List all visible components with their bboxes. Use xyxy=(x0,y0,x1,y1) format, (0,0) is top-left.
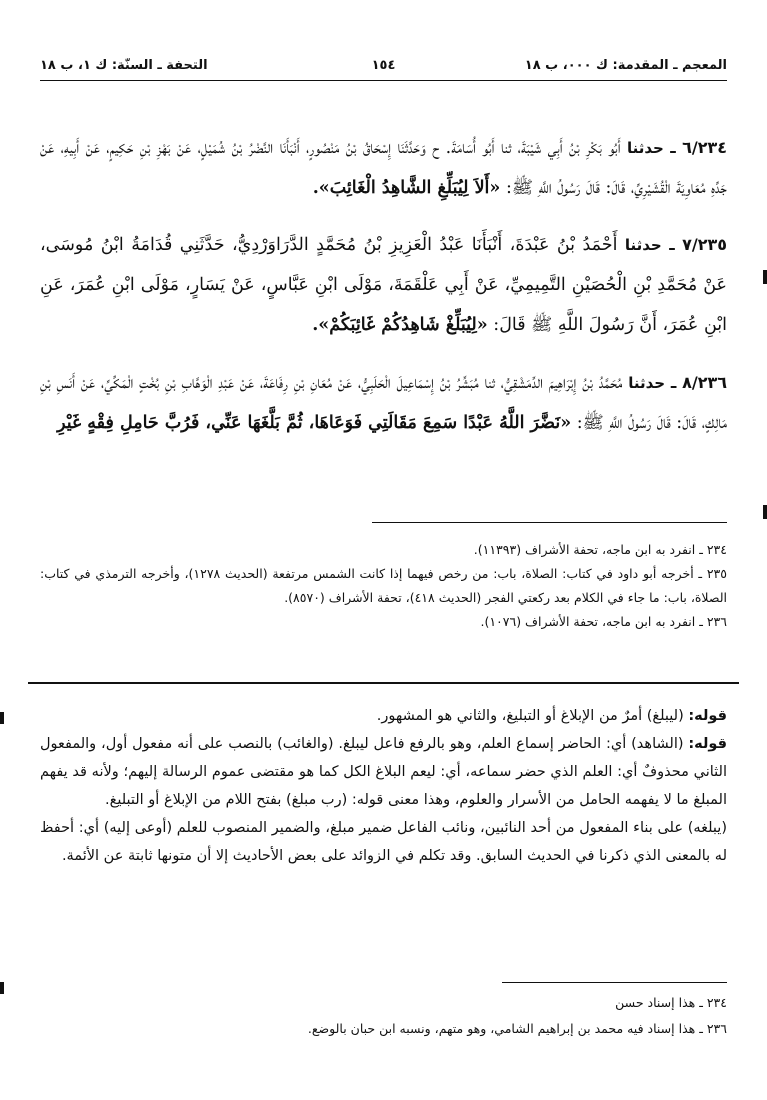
footnote-line: ٢٣٤ ـ هذا إسناد حسن xyxy=(615,995,727,1010)
scan-margin-mark xyxy=(763,505,767,519)
header-right: المعجم ـ المقدمة: ك ٠٠٠، ب ١٨ xyxy=(524,58,727,73)
hadith-number: ٨/٢٣٦ ـ xyxy=(670,372,727,392)
commentary-text: (الشاهد) أي: الحاضر إسماع العلم، وهو بالرفع فاعل ليبلغ. (والغائب) بالنصب على أنه مفعول أول، والمفعول الثاني محذوفٌ أي: العلم الذي حضر سماعه، أي: ليعم البلاغ الكل كما هو مقتضى عموم الرسالة إليهم؛ ولأنه قد يفهم المبلغ ما لا يفهمه الحامل من الأسرار والعلوم، وهذا معنى قوله: (رب مبلغ) بفتح اللام من الإبلاغ أو التبليغ. xyxy=(40,736,727,808)
hadith-matn: «نَضَّرَ اللَّهُ عَبْدًا سَمِعَ مَقَالَتِي فَوَعَاهَا، ثُمَّ بَلَّغَهَا عَنِّي، فَرُبَّ حَامِلِ فِقْهٍ غَيْرِ xyxy=(57,412,572,433)
commentary-lead: قوله: xyxy=(688,708,727,724)
hadith-235 xyxy=(40,225,727,345)
commentary-paragraph xyxy=(40,702,727,730)
running-header xyxy=(40,58,727,81)
commentary-text: (يبلغه) على بناء المفعول من أحد النائبين، ونائب الفاعل ضمير مبلغ، والضمير المنصوب للعلم (أوعى إليه) أي: أحفظ له بالمعنى الذي ذكرنا في الحديث السابق. وقد تكلم في الزوائد على بعض الأحاديث إلا أن متونها ثابتة عن الأئمة. xyxy=(40,820,727,864)
hadith-text xyxy=(40,110,727,447)
scan-margin-mark xyxy=(0,712,4,724)
hadith-isnad: أَحْمَدُ بْنُ عَبْدَةَ، أَنْبَأَنَا عَبْدُ الْعَزِيزِ بْنُ مُحَمَّدٍ الدَّرَاوَرْدِيُّ، حَدَّثَنِي قُدَامَةُ ابْنُ مُوسَى، عَنْ مُحَمَّدِ بْنِ الْحُصَيْنِ التَّمِيمِيِّ، عَنْ أَبِي عَلْقَمَةَ، مَوْلَى ابْنِ عَبَّاسٍ، عَنْ يَسَارٍ، مَوْلَى ابْنِ عُمَرَ، عَنِ ابْنِ عُمَرَ، أَنَّ رَسُولَ اللَّهِ ﷺ قَالَ: xyxy=(40,235,727,335)
footnote-divider xyxy=(372,522,727,523)
footnote-line: ٢٣٤ ـ انفرد به ابن ماجه، تحفة الأشراف (١١٣٩٣). xyxy=(473,542,727,557)
section-divider xyxy=(28,682,739,684)
hadith-isnad: أَبُو بَكْرِ بْنُ أَبِي شَيْبَةَ، ثنا أَبُو أُسَامَةَ. ح وَحَدَّثَنَا إِسْحَاقُ بْنُ مَنْصُورٍ، أَنْبَأَنَا النَّضْرُ بْنُ شُمَيْلٍ، عَنْ بَهْزِ بْنِ حَكِيمٍ، عَنْ أَبِيهِ، عَنْ جَدِّهِ مُعَاوِيَةَ الْقُشَيْرِيِّ، قَالَ: قَالَ رَسُولُ اللَّهِ ﷺ: xyxy=(40,137,727,198)
hadith-number: ٧/٢٣٥ ـ xyxy=(669,235,727,254)
commentary-text: (ليبلغ) أمرٌ من الإبلاغ أو التبليغ، والثاني هو المشهور. xyxy=(376,708,689,724)
scan-margin-mark xyxy=(763,270,767,284)
zawaid-footnotes xyxy=(40,990,727,1042)
hadith-number: ٦/٢٣٤ ـ xyxy=(670,137,727,157)
haddathana-word: حدثنا xyxy=(624,236,662,254)
commentary-paragraph xyxy=(40,730,727,814)
footnote-line: ٢٣٦ ـ انفرد به ابن ماجه، تحفة الأشراف (١٠٧٦). xyxy=(480,614,727,629)
haddathana-word: حدثنا xyxy=(628,373,666,392)
scan-margin-mark xyxy=(0,982,4,994)
commentary-paragraph xyxy=(40,814,727,870)
page-number: ١٥٤ xyxy=(371,58,396,73)
hadith-236 xyxy=(40,363,727,443)
takhrij-footnotes xyxy=(40,538,727,634)
header-left: التحفة ـ السنّة: ك ١، ب ١٨ xyxy=(40,58,208,73)
footnote-line: ٢٣٦ ـ هذا إسناد فيه محمد بن إبراهيم الشامي، وهو متهم، ونسبه ابن حبان بالوضع. xyxy=(307,1021,727,1036)
footnote-line: ٢٣٥ ـ أخرجه أبو داود في كتاب: الصلاة، باب: من رخص فيهما إذا كانت الشمس مرتفعة (الحديث ١٢٧٨)، وأخرجه الترمذي في كتاب: الصلاة، باب: ما جاء في الكلام بعد ركعتي الفجر (الحديث ٤١٨)، تحفة الأشراف (٨٥٧٠). xyxy=(40,566,727,605)
zawaid-divider xyxy=(502,982,727,983)
commentary xyxy=(40,702,727,870)
haddathana-word: حدثنا xyxy=(626,138,664,157)
hadith-matn: «أَلاَ لِيُبَلِّغِ الشَّاهِدُ الْغَائِبَ». xyxy=(312,177,501,198)
hadith-234 xyxy=(40,128,727,208)
commentary-lead: قوله: xyxy=(688,736,727,752)
hadith-matn: «لِيُبَلِّغْ شَاهِدُكُمْ غَائِبَكُمْ». xyxy=(312,315,488,335)
hadith-isnad: مُحَمَّدُ بْنُ إِبْرَاهِيمَ الدِّمَشْقِيُّ، ثنا مُبَشِّرُ بْنُ إِسْمَاعِيلَ الْحَلَبِيُّ، عَنْ مُعَانِ بْنِ رِفَاعَةَ، عَنْ عَبْدِ الْوَهَّابِ بْنِ بُخْتٍ الْمَكِّيِّ، عَنْ أَنَسِ بْنِ مَالِكٍ، قَالَ: قَالَ رَسُولُ اللَّهِ ﷺ: xyxy=(40,372,727,433)
